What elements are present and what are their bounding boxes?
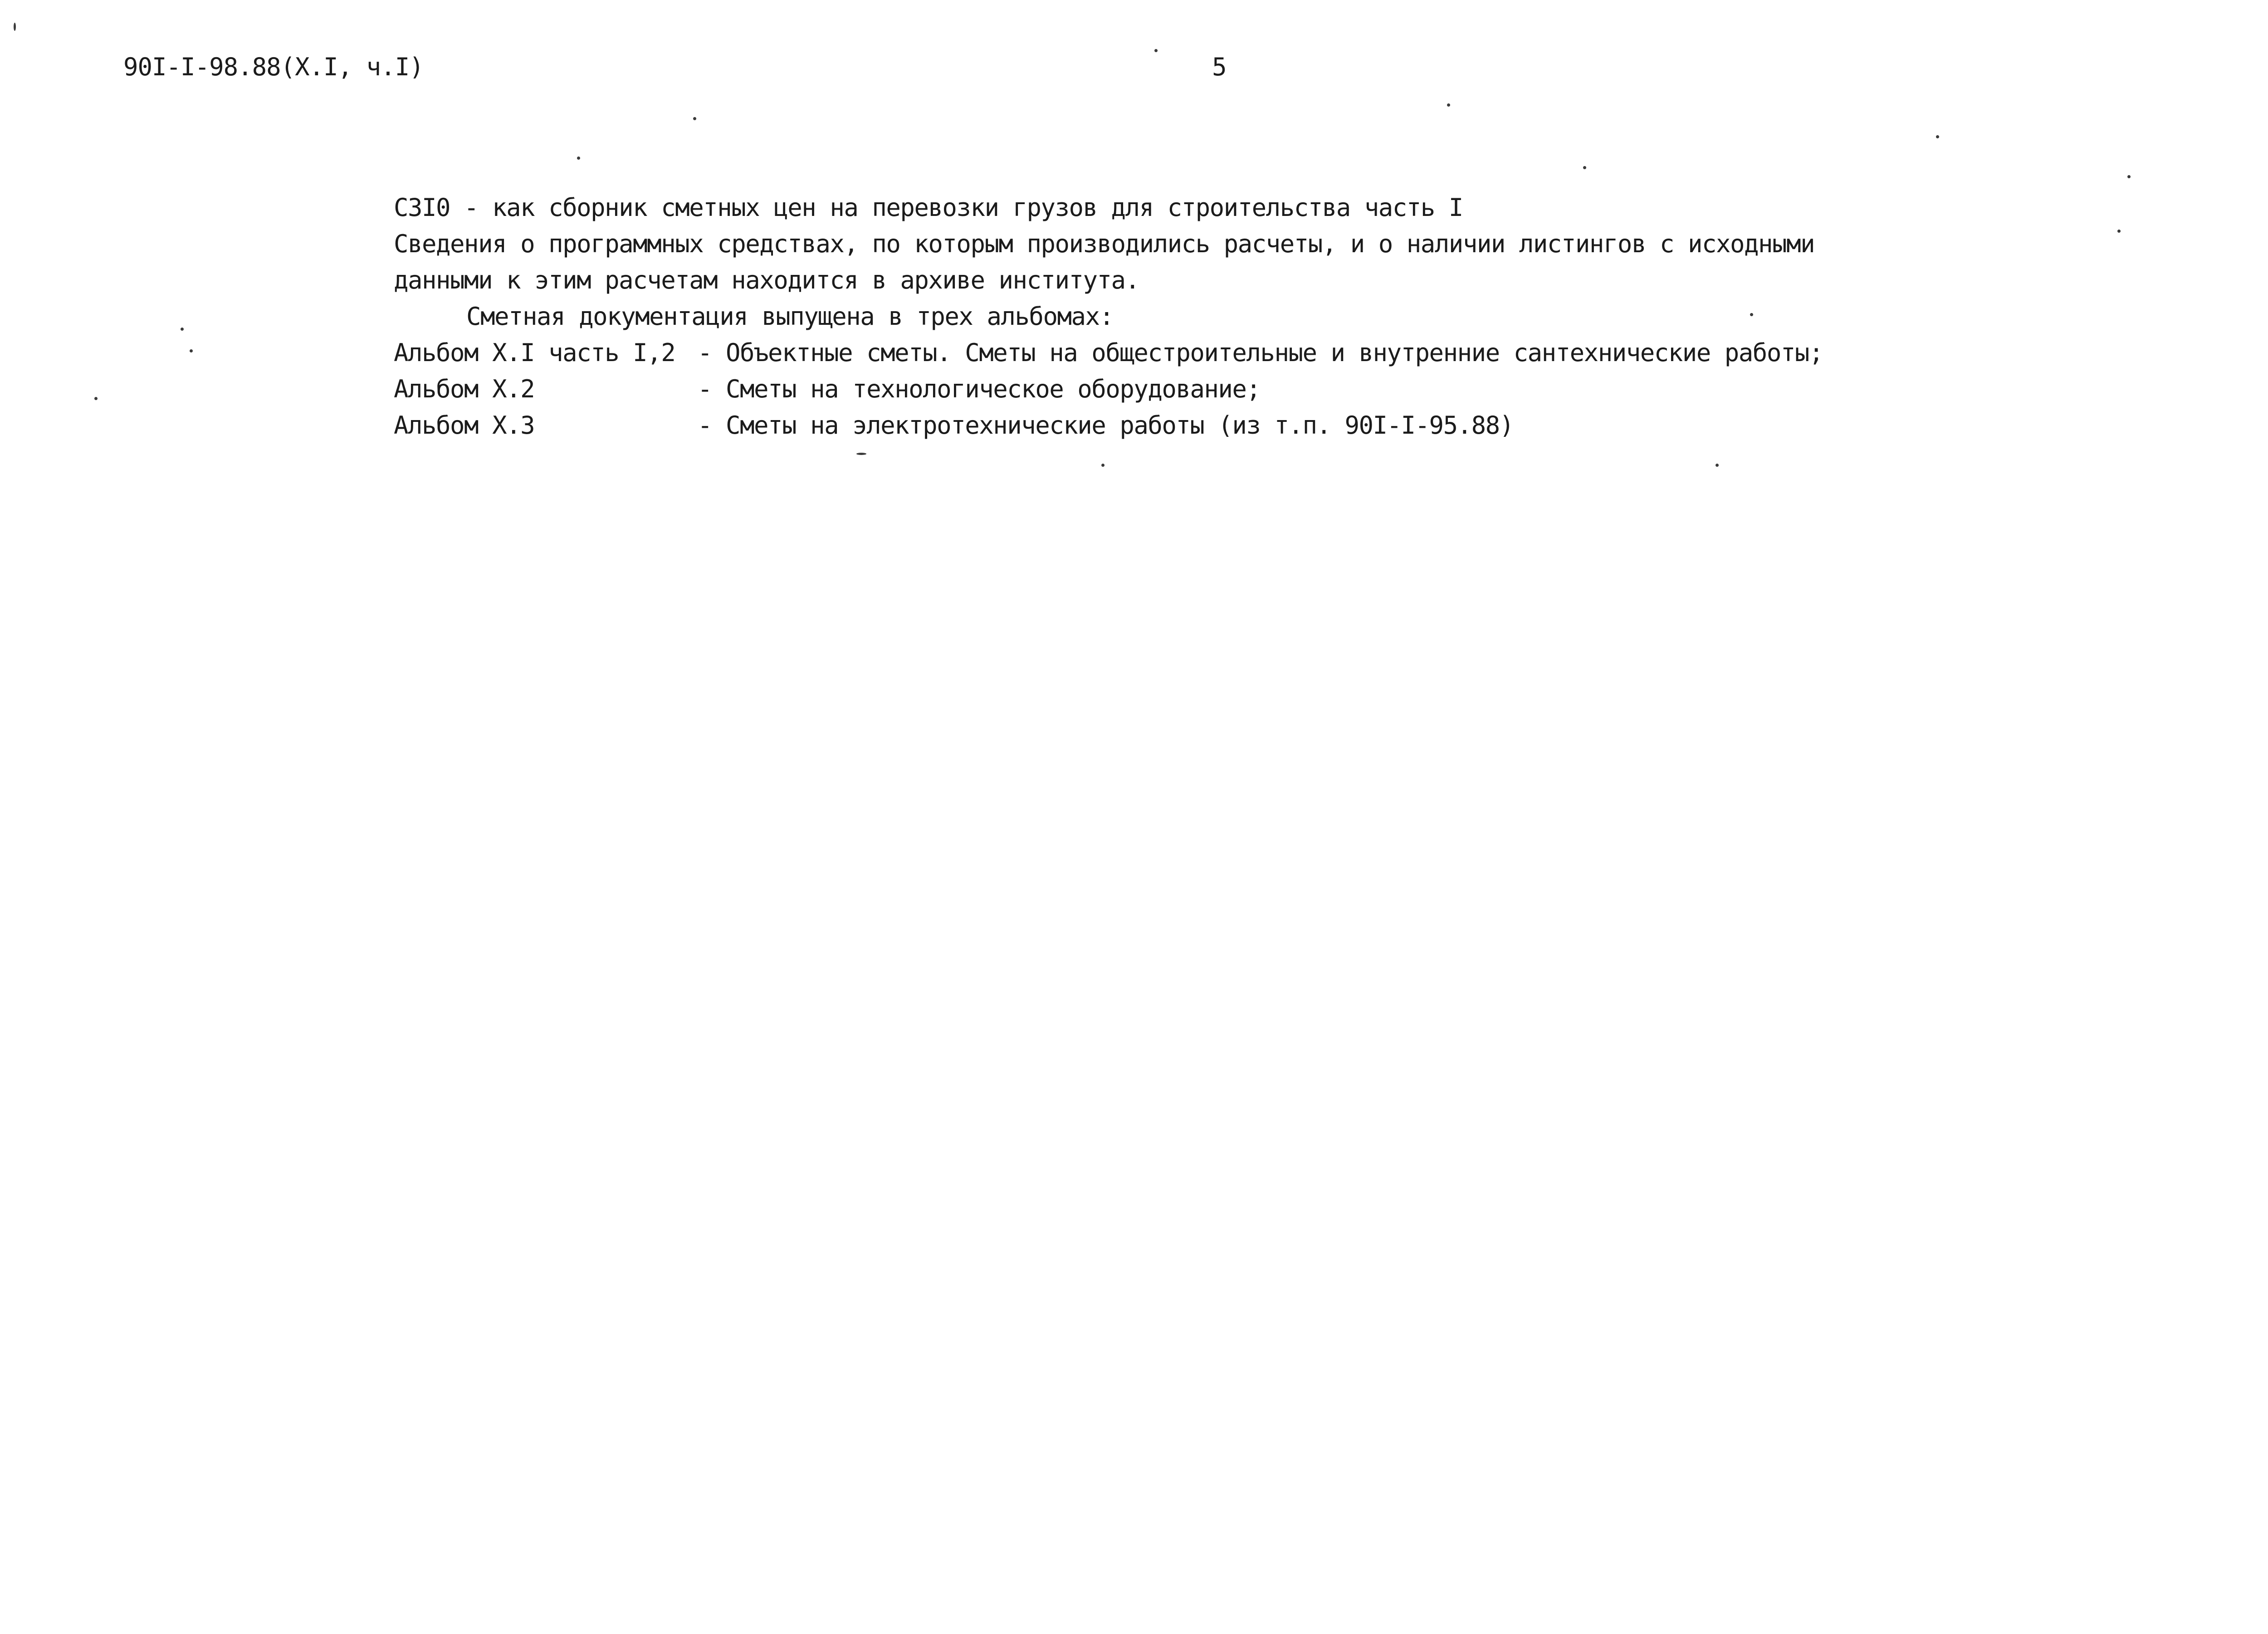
scan-speck [2117, 230, 2121, 233]
scan-speck [1154, 49, 1158, 52]
text-line-software-info: Сведения о программных средствах, по которым производились расчеты, и о наличии листингов с исходными [394, 230, 1815, 258]
album-description: - Объектные сметы. Сметы на общестроительные и внутренние сантехнические работы; [698, 338, 1823, 367]
scan-speck [856, 453, 866, 455]
document-code: 90I-I-98.88(X.I, ч.I) [123, 53, 424, 81]
scan-speck [693, 117, 696, 120]
scan-speck [1101, 464, 1105, 467]
album-row [394, 371, 1927, 407]
album-label: Альбом X.I часть I,2 [394, 338, 675, 367]
album-description: - Сметы на электротехнические работы (из т.п. 90I-I-95.88) [698, 411, 1514, 440]
album-row [394, 335, 1927, 371]
body-text [394, 190, 1927, 444]
text-line-price-collection: С3I0 - как сборник сметных цен на перевозки грузов для строительства часть I [394, 193, 1463, 222]
scan-speck [1716, 464, 1719, 467]
scan-speck [2127, 175, 2131, 178]
scan-speck [94, 397, 98, 400]
scan-speck [181, 328, 184, 331]
scan-speck [1447, 103, 1450, 107]
album-description: - Сметы на технологическое оборудование; [698, 375, 1261, 403]
scan-speck [1750, 313, 1753, 316]
text-line-albums-intro: Сметная документация выпущена в трех альбомах: [466, 302, 1114, 331]
page-number: 5 [1212, 53, 1227, 81]
scan-speck [14, 23, 16, 31]
scan-speck [1936, 135, 1939, 138]
scan-speck [577, 157, 580, 160]
album-label: Альбом X.3 [394, 411, 535, 440]
album-row [394, 407, 1927, 444]
scan-speck [1583, 166, 1586, 169]
album-label: Альбом X.2 [394, 375, 535, 403]
text-line-archive-info: данными к этим расчетам находится в архиве института. [394, 266, 1139, 294]
scan-speck [190, 349, 193, 352]
